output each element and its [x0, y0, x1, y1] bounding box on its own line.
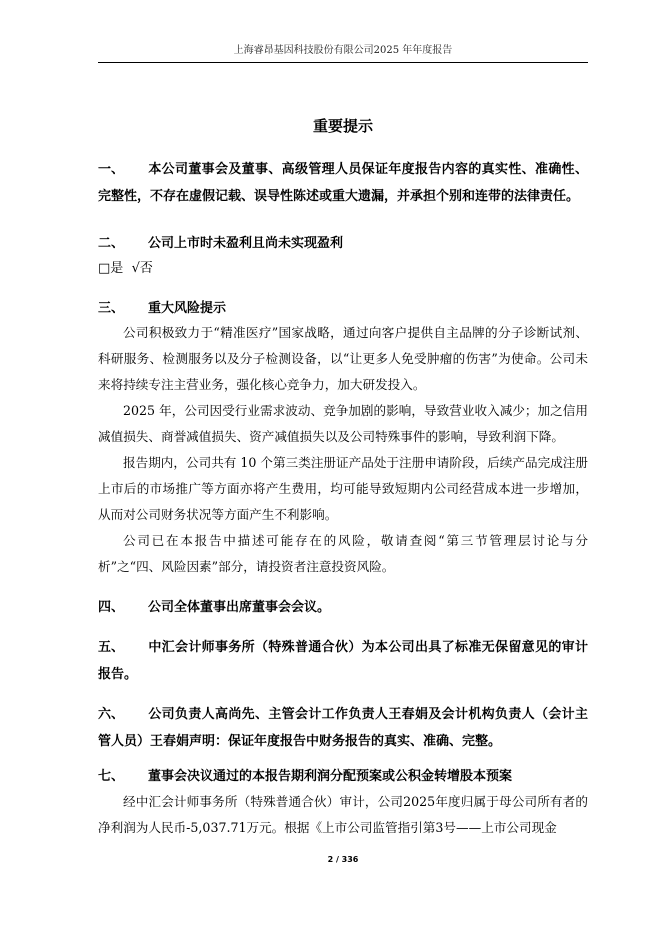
risk-paragraph-2: 2025 年，公司因受行业需求波动、竞争加剧的影响，导致营业收入减少；加之信用减值损失、商誉减值损失、资产减值损失以及公司特殊事件的影响，导致利润下降。	[98, 403, 588, 444]
section-2-text: 公司上市时未盈利且尚未实现盈利	[148, 236, 344, 251]
section-4-text: 公司全体董事出席董事会会议。	[148, 600, 331, 615]
section-3-text: 重大风险提示	[148, 301, 227, 316]
section-1-text: 本公司董事会及董事、高级管理人员保证年度报告内容的真实性、准确性、完整性，不存在虚假记载、误导性陈述或重大遗漏，并承担个别和连带的法律责任。	[98, 162, 588, 204]
section-7-text: 董事会决议通过的本报告期利润分配预案或公积金转增股本预案	[148, 769, 513, 784]
header-rule	[98, 62, 588, 63]
section-5-text: 中汇会计师事务所（特殊普通合伙）为本公司出具了标准无保留意见的审计报告。	[98, 640, 588, 682]
section-3	[98, 295, 588, 322]
risk-paragraph-4: 公司已在本报告中描述可能存在的风险，敬请查阅“第三节管理层讨论与分析”之“四、风险因素”部分，请投资者注意投资风险。	[98, 533, 588, 574]
section-7-number: 七、	[98, 769, 125, 784]
section-4-number: 四、	[98, 600, 125, 615]
section-2-number: 二、	[98, 236, 125, 251]
risk-paragraph-1: 公司积极致力于“精准医疗”国家战略，通过向客户提供自主品牌的分子诊断试剂、科研服务、检测服务以及分子检测设备，以“让更多人免受肿瘤的伤害”为使命。公司未来将持续专注主营业务，强化核心竞争力，加大研发投入。	[98, 325, 588, 392]
profit-status-no: √否	[131, 261, 153, 276]
section-1	[98, 156, 588, 210]
section-4	[98, 594, 588, 621]
section-6-text: 公司负责人高尚先、主管会计工作负责人王春娟及会计机构负责人（会计主管人员）王春娟声明：保证年度报告中财务报告的真实、准确、完整。	[98, 707, 588, 749]
section-7	[98, 763, 588, 790]
page-number: 2 / 336	[327, 855, 359, 864]
risk-paragraph-3: 报告期内，公司共有 10 个第三类注册证产品处于注册申请阶段，后续产品完成注册上市后的市场推广等方面亦将产生费用，均可能导致短期内公司经营成本进一步增加，从而对公司财务状况等方面产生不利影响。	[98, 455, 588, 522]
page-title: 重要提示	[312, 117, 373, 135]
profit-status-options	[98, 255, 588, 282]
profit-distribution-paragraph: 经中汇会计师事务所（特殊普通合伙）审计，公司2025年度归属于母公司所有者的净利润为人民币-5,037.71万元。根据《上市公司监管指引第3号——上市公司现金	[98, 794, 588, 835]
section-5	[98, 634, 588, 688]
profit-status-yes: □是	[98, 261, 124, 276]
section-1-number: 一、	[98, 162, 125, 177]
section-5-number: 五、	[98, 640, 125, 655]
section-6-number: 六、	[98, 707, 125, 722]
page-header: 上海睿昂基因科技股份有限公司2025 年年度报告	[233, 45, 453, 56]
section-2	[98, 230, 588, 257]
section-3-number: 三、	[98, 301, 125, 316]
section-6	[98, 701, 588, 755]
